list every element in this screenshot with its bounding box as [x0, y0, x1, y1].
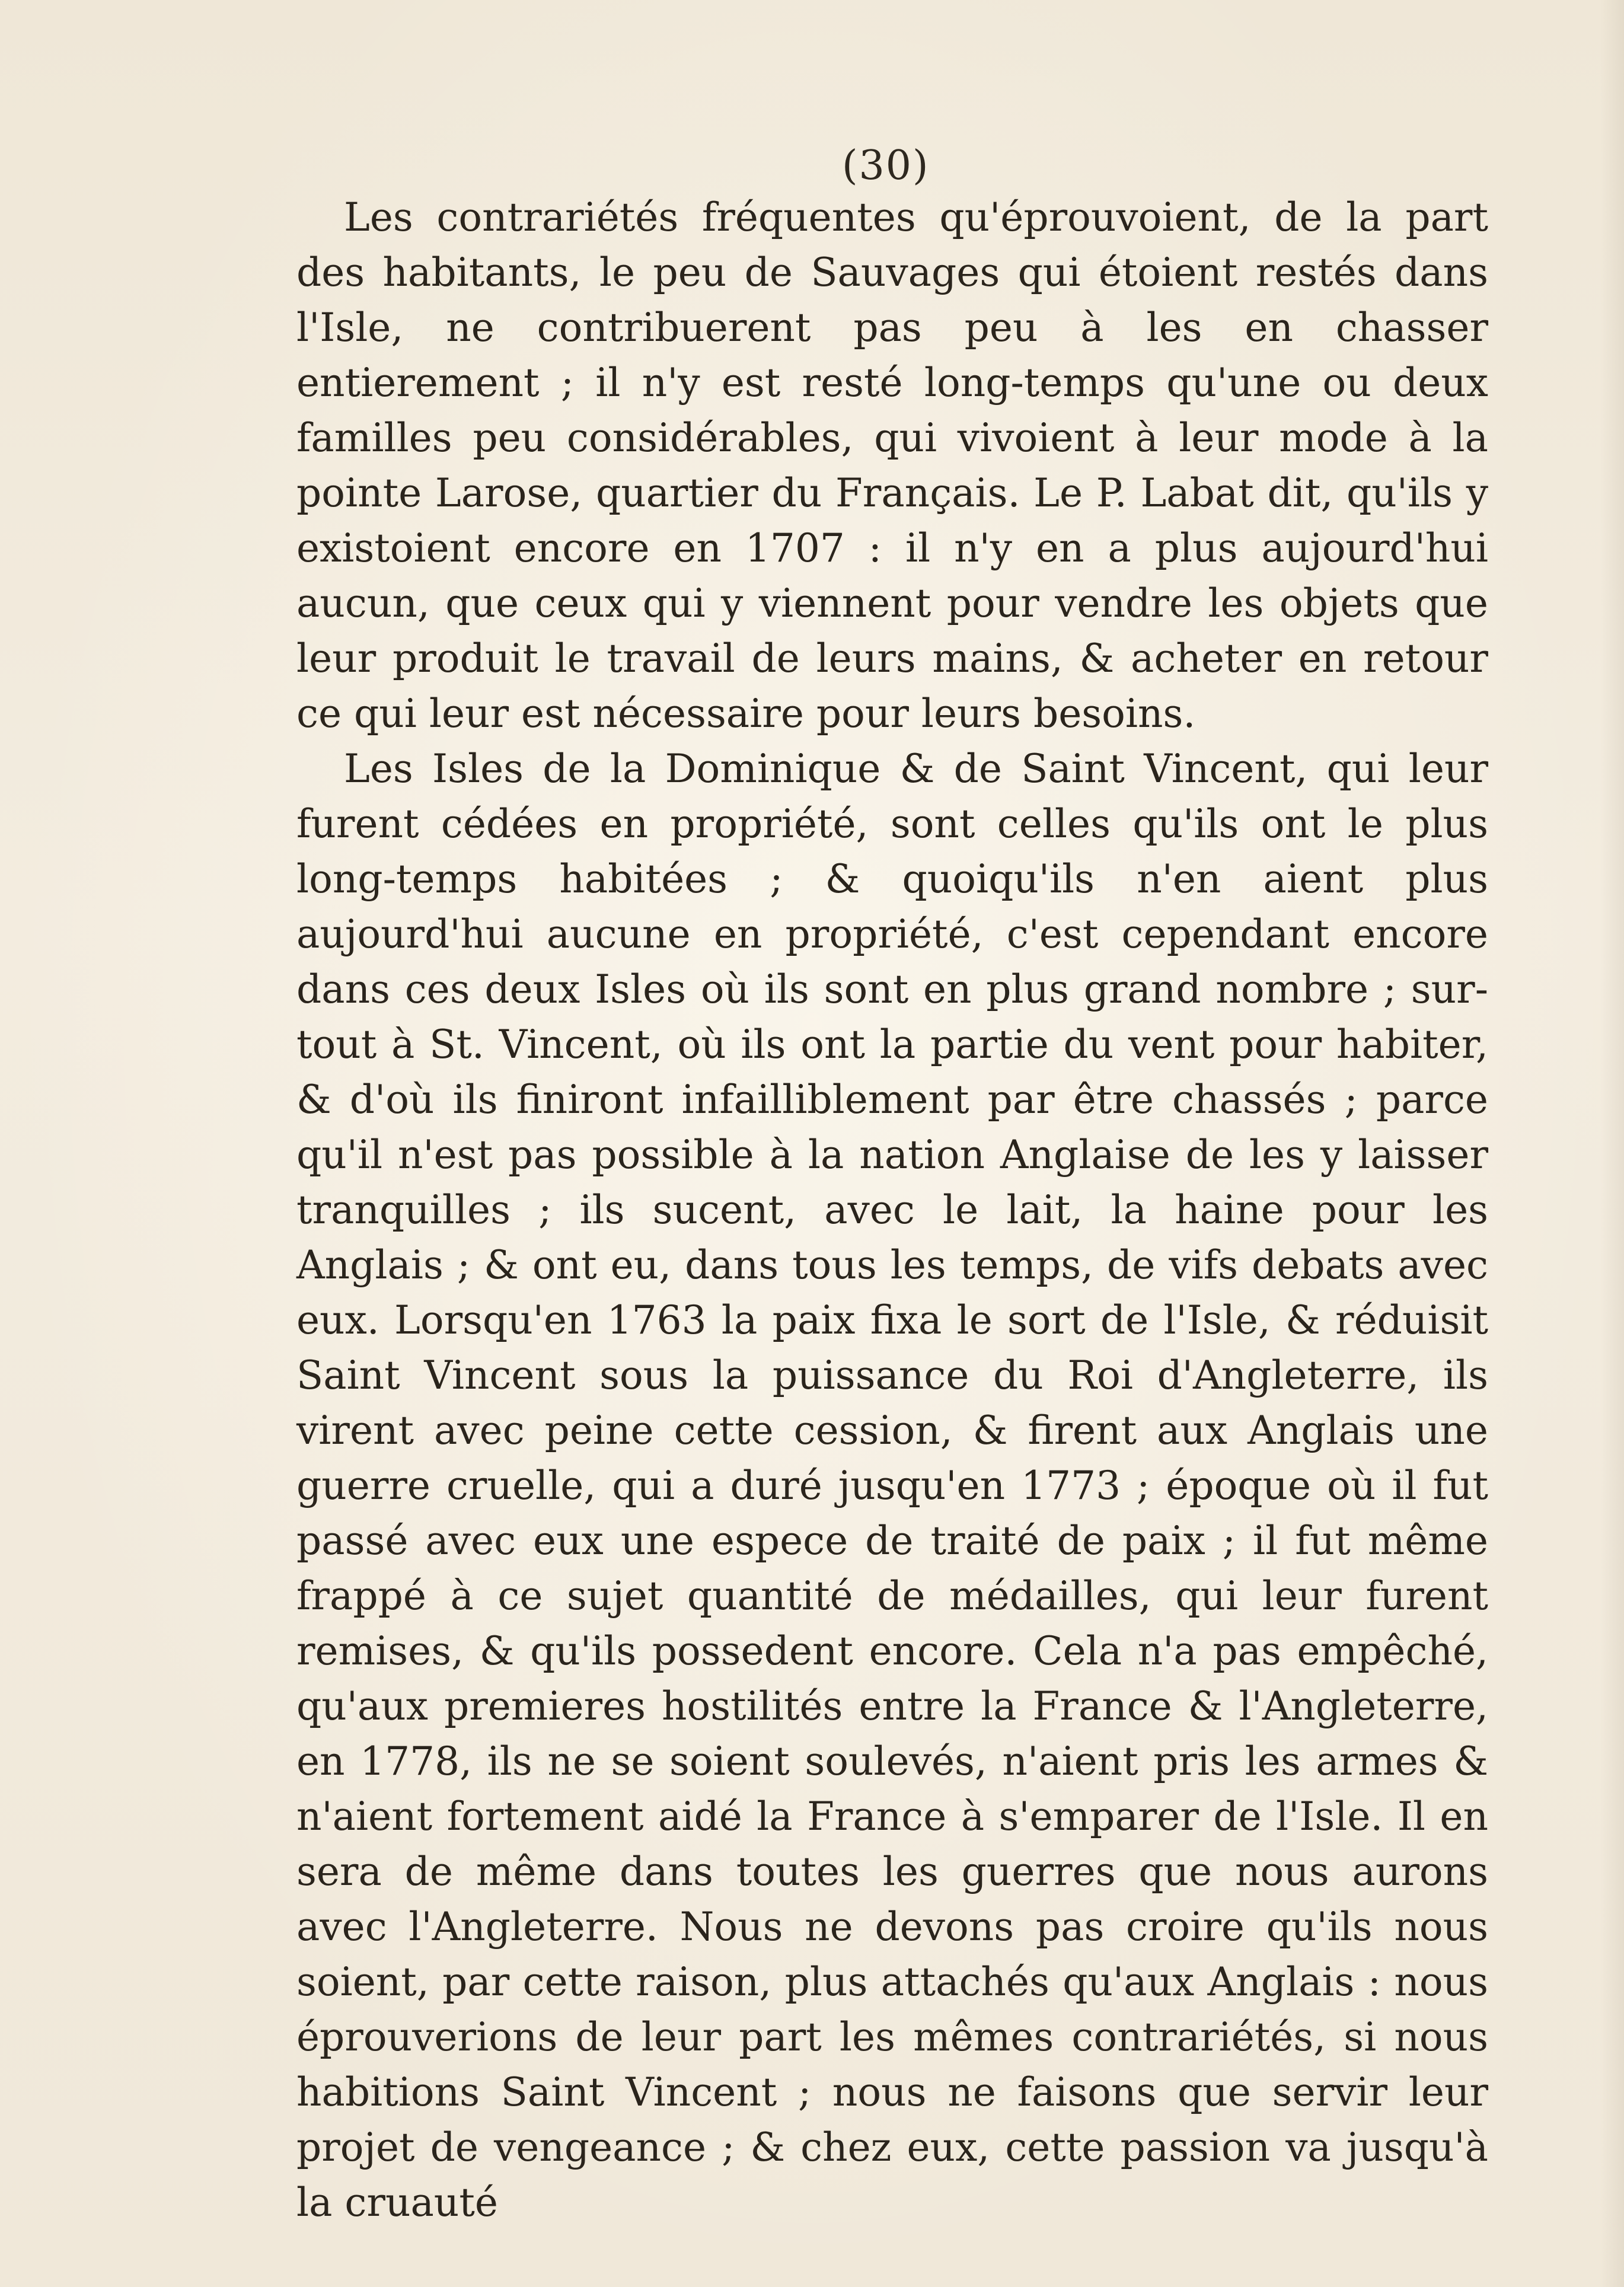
paragraph-1: Les contrariétés fréquentes qu'éprouvoient, de la part des habitants, le peu de Sauvages qui étoient restés dans l'Isle, ne contribuerent pas peu à les en chasser entierement ; il n'y est resté long-temps qu'une ou deux familles peu considérables, qui vivoient à leur mode à la pointe Larose, quartier du Français. Le P. Labat dit, qu'ils y existoient encore en 1707 : il n'y en a plus aujourd'hui aucun, que ceux qui y viennent pour vendre les objets que leur produit le travail de leurs mains, & acheter en retour ce qui leur est nécessaire pour leurs besoins. — [296, 194, 1488, 736]
body-text — [296, 190, 1488, 2230]
page-edge-shadow — [1600, 0, 1624, 2287]
paragraph-2: Les Isles de la Dominique & de Saint Vincent, qui leur furent cédées en propriété, sont celles qu'ils ont le plus long-temps habitées ; & quoiqu'ils n'en aient plus aujourd'hui aucune en propriété, c'est cependant encore dans ces deux Isles où ils sont en plus grand nombre ; sur-tout à St. Vincent, où ils ont la partie du vent pour habiter, & d'où ils finiront infailliblement par être chassés ; parce qu'il n'est pas possible à la nation Anglaise de les y laisser tranquilles ; ils sucent, avec le lait, la haine pour les Anglais ; & ont eu, dans tous les temps, de vifs debats avec eux. Lorsqu'en 1763 la paix fixa le sort de l'Isle, & réduisit Saint Vincent sous la puissance du Roi d'Angleterre, ils virent avec peine cette cession, & firent aux Anglais une guerre cruelle, qui a duré jusqu'en 1773 ; époque où il fut passé avec eux une espece de traité de paix ; il fut même frappé à ce sujet quantité de médailles, qui leur furent remises, & qu'ils possedent encore. Cela n'a pas empêché, qu'aux premieres hostilités entre la France & l'Angleterre, en 1778, ils ne se soient soulevés, n'aient pris les armes & n'aient fortement aidé la France à s'emparer de l'Isle. Il en sera de même dans toutes les guerres que nous aurons avec l'Angleterre. Nous ne devons pas croire qu'ils nous soient, par cette raison, plus attachés qu'aux Anglais : nous éprouverions de leur part les mêmes contrariétés, si nous habitions Saint Vincent ; nous ne faisons que servir leur projet de vengeance ; & chez eux, cette passion va jusqu'à la cruauté — [296, 746, 1488, 2225]
page-number: (30) — [842, 142, 930, 189]
